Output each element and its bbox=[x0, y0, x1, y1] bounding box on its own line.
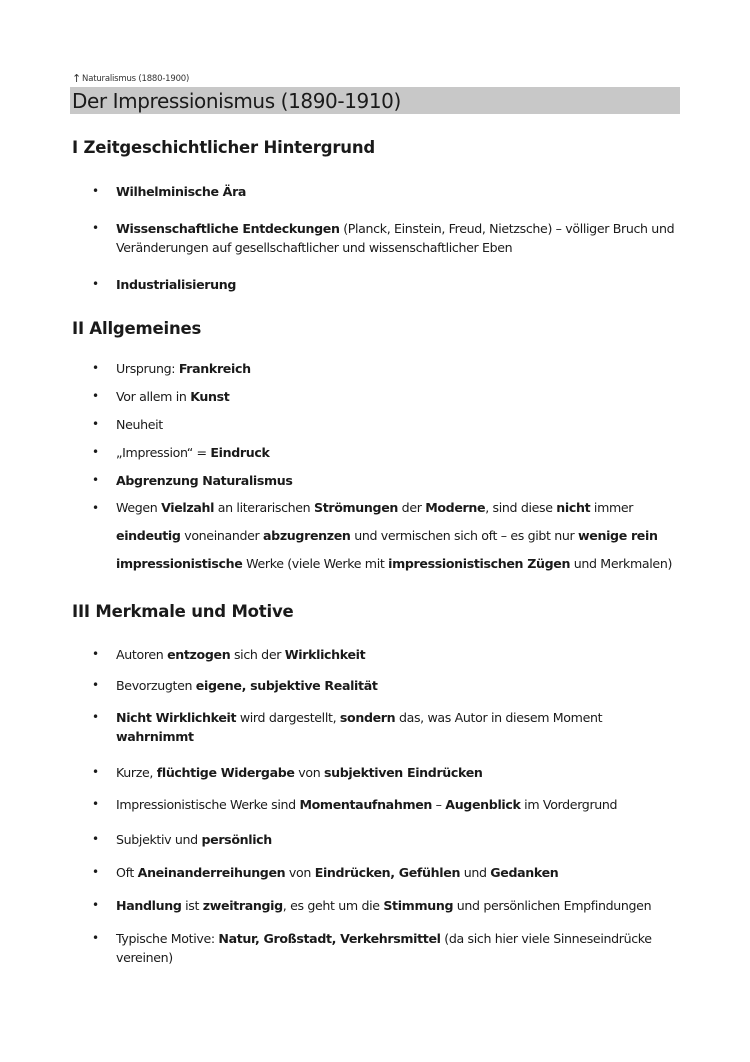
list-item bbox=[90, 896, 680, 915]
item-text: Impressionistische Werke sind bbox=[116, 797, 300, 812]
item-text: Bevorzugten bbox=[116, 678, 196, 693]
item-text: Vielzahl bbox=[161, 500, 215, 515]
list-item bbox=[90, 863, 680, 882]
list-item bbox=[90, 795, 680, 814]
item-text: subjektiven Eindrücken bbox=[324, 765, 483, 780]
item-text: impressionistische bbox=[116, 556, 243, 571]
item-text: Wissenschaftliche Entdeckungen bbox=[116, 221, 340, 236]
list-item bbox=[90, 219, 680, 257]
page-title: Der Impressionismus (1890-1910) bbox=[72, 89, 401, 113]
item-text: immer bbox=[590, 500, 634, 515]
item-text: Frankreich bbox=[178, 361, 251, 376]
item-text: Abgrenzung Naturalismus bbox=[116, 473, 293, 488]
item-text: Vor allem in bbox=[116, 389, 191, 404]
item-text: wird dargestellt, bbox=[236, 710, 340, 725]
item-text: Natur, Großstadt, Verkehrsmittel bbox=[218, 931, 441, 946]
bullet-icon: • bbox=[92, 832, 99, 846]
item-text: Aneinanderreihungen bbox=[137, 865, 286, 880]
list-item bbox=[90, 443, 680, 462]
bullet-icon: • bbox=[92, 221, 99, 235]
item-text: an literarischen bbox=[214, 500, 314, 515]
item-text: Eindruck bbox=[210, 445, 270, 460]
bullet-icon: • bbox=[92, 361, 99, 375]
item-text: , es geht um die bbox=[282, 898, 384, 913]
item-text: und persönlichen Empfindungen bbox=[453, 898, 652, 913]
item-text: Kurze, bbox=[116, 765, 157, 780]
item-text: Augenblick bbox=[445, 797, 521, 812]
item-text: Ursprung: bbox=[116, 361, 179, 376]
item-text: eindeutig bbox=[116, 528, 181, 543]
list-item bbox=[90, 763, 680, 782]
item-text: Momentaufnahmen bbox=[299, 797, 433, 812]
item-text: von bbox=[285, 865, 315, 880]
item-text: Autoren bbox=[116, 647, 168, 662]
item-text: voneinander bbox=[180, 528, 264, 543]
bullet-icon: • bbox=[92, 865, 99, 879]
item-text: Wirklichkeit bbox=[284, 647, 366, 662]
item-text: impressionistischen Zügen bbox=[388, 556, 571, 571]
list-item bbox=[90, 275, 680, 294]
item-text: von bbox=[294, 765, 324, 780]
item-text: (Planck, Einstein, Freud, Nietzsche) – völliger Bruch und Veränderungen auf gesellschaftlicher und wissenschaftlicher Eben bbox=[116, 221, 675, 255]
item-text: Handlung bbox=[116, 898, 182, 913]
bullet-icon: • bbox=[92, 184, 99, 198]
item-text: flüchtige Widergabe bbox=[156, 765, 295, 780]
item-text: abzugrenzen bbox=[263, 528, 351, 543]
item-text: nicht bbox=[556, 500, 591, 515]
item-text: Strömungen bbox=[313, 500, 399, 515]
bullet-icon: • bbox=[92, 931, 99, 945]
item-text: Industrialisierung bbox=[116, 277, 237, 292]
item-text: (da sich hier viele Sinneseindrücke vereinen) bbox=[116, 931, 652, 965]
bullet-icon: • bbox=[92, 678, 99, 692]
item-text: im Vordergrund bbox=[520, 797, 618, 812]
item-text: Moderne bbox=[425, 500, 486, 515]
item-text: und bbox=[460, 865, 491, 880]
item-text: Subjektiv und bbox=[116, 832, 202, 847]
item-text: eigene, subjektive Realität bbox=[195, 678, 378, 693]
bullet-icon: • bbox=[92, 389, 99, 403]
item-text: wahrnimmt bbox=[116, 729, 194, 744]
item-text: Wegen bbox=[116, 500, 162, 515]
bullet-icon: • bbox=[92, 647, 99, 661]
item-text: und Merkmalen) bbox=[570, 556, 673, 571]
list-item bbox=[90, 830, 680, 849]
item-text: Wilhelminische Ära bbox=[116, 184, 247, 199]
bullet-icon: • bbox=[92, 898, 99, 912]
item-text: Eindrücken, Gefühlen bbox=[314, 865, 461, 880]
item-text: persönlich bbox=[201, 832, 272, 847]
item-text: Oft bbox=[116, 865, 138, 880]
previous-topic-label: Naturalismus (1880-1900) bbox=[82, 74, 190, 84]
bullet-icon: • bbox=[92, 501, 99, 515]
list-item bbox=[90, 676, 680, 695]
list-item bbox=[90, 415, 680, 434]
bullet-icon: • bbox=[92, 765, 99, 779]
bullet-icon: • bbox=[92, 797, 99, 811]
previous-topic-link[interactable] bbox=[72, 72, 189, 85]
item-text: sondern bbox=[339, 710, 396, 725]
item-text: Neuheit bbox=[116, 417, 163, 432]
item-text: Stimmung bbox=[383, 898, 454, 913]
item-text: wenige rein bbox=[578, 528, 658, 543]
item-text: und vermischen sich oft – es gibt nur bbox=[350, 528, 578, 543]
page-title-bar bbox=[70, 87, 680, 114]
item-text: Werke (viele Werke mit bbox=[242, 556, 389, 571]
item-text: entzogen bbox=[167, 647, 231, 662]
section-heading-1: I Zeitgeschichtlicher Hintergrund bbox=[72, 138, 375, 157]
up-arrow-icon: ↑ bbox=[72, 72, 82, 85]
bullet-icon: • bbox=[92, 473, 99, 487]
item-text: ist bbox=[181, 898, 203, 913]
section-heading-3: III Merkmale und Motive bbox=[72, 602, 294, 621]
item-text: zweitrangig bbox=[202, 898, 283, 913]
list-item bbox=[90, 494, 680, 578]
item-text: „Impression“ = bbox=[116, 445, 211, 460]
list-item bbox=[90, 645, 680, 664]
item-text: Kunst bbox=[190, 389, 230, 404]
list-item bbox=[90, 708, 680, 746]
list-item bbox=[90, 387, 680, 406]
item-text: Gedanken bbox=[490, 865, 559, 880]
item-text: Nicht Wirklichkeit bbox=[116, 710, 237, 725]
list-item bbox=[90, 182, 680, 201]
item-text: – bbox=[432, 797, 446, 812]
bullet-icon: • bbox=[92, 417, 99, 431]
item-text: der bbox=[398, 500, 426, 515]
list-item bbox=[90, 359, 680, 378]
item-text: sich der bbox=[230, 647, 285, 662]
bullet-icon: • bbox=[92, 277, 99, 291]
item-text: , sind diese bbox=[485, 500, 557, 515]
bullet-icon: • bbox=[92, 710, 99, 724]
section-heading-2: II Allgemeines bbox=[72, 319, 202, 338]
item-text: Typische Motive: bbox=[116, 931, 219, 946]
list-item bbox=[90, 929, 680, 967]
item-text: das, was Autor in diesem Moment bbox=[395, 710, 603, 725]
bullet-icon: • bbox=[92, 445, 99, 459]
list-item bbox=[90, 471, 680, 490]
